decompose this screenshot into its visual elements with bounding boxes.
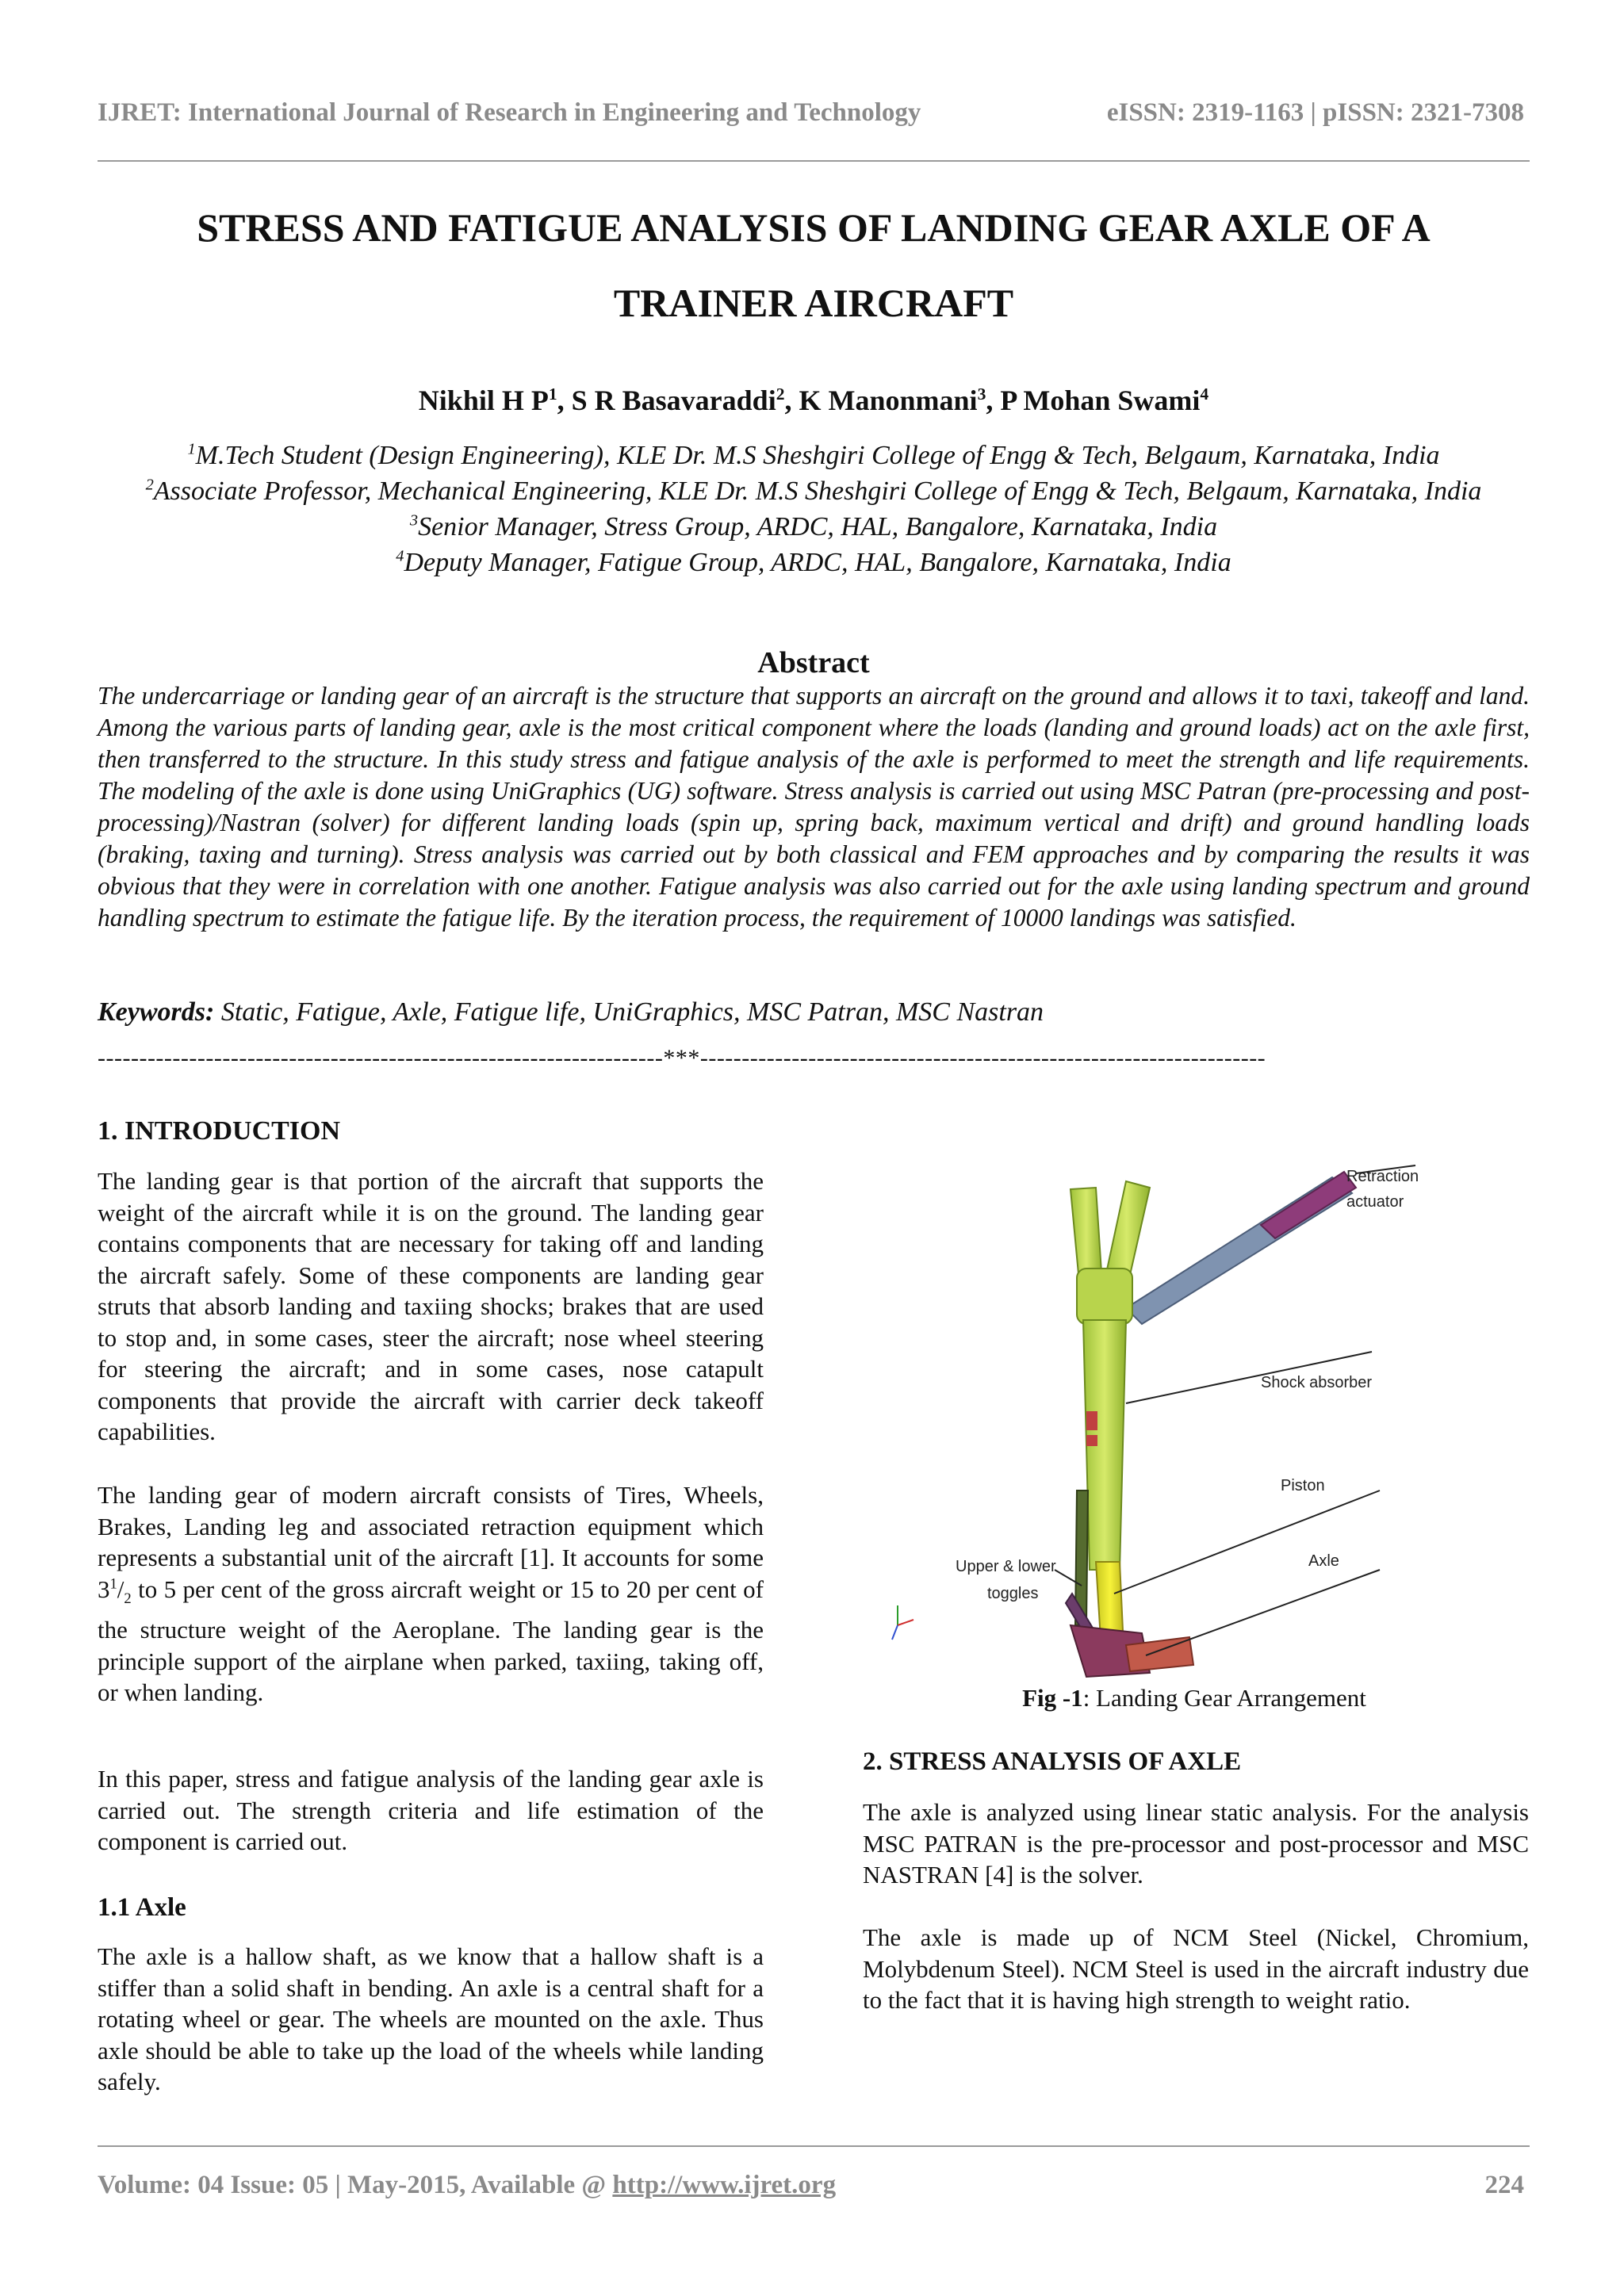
stress-heading: 2. STRESS ANALYSIS OF AXLE (863, 1747, 1242, 1776)
stress-para-2: The axle is made up of NCM Steel (Nickel, Chromium, Molybdenum Steel). NCM Steel is used in the aircraft industry due to the fact that it is having high strength to weight ratio. (863, 1923, 1529, 2014)
caption-text: : Landing Gear Arrangement (1082, 1684, 1366, 1712)
section-separator: --------------------------------------------------------------------***-------------------------------------------------------------------- (98, 1045, 1266, 1071)
footer-text (98, 2171, 836, 2200)
abstract-heading: Abstract (757, 646, 870, 679)
page-number: 224 (1484, 2171, 1524, 2199)
author-sep: , (784, 385, 799, 416)
author-sup: 4 (1200, 385, 1209, 404)
affiliation (87, 509, 1540, 545)
affiliation-text: M.Tech Student (Design Engineering), KLE Dr. M.S Sheshgiri College of Engg & Tech, Belgaum, Karnataka, India (195, 441, 1440, 470)
label-toggles-1: Upper & lower (956, 1558, 1056, 1575)
affiliation-sup: 2 (145, 476, 154, 494)
label-shock-absorber: Shock absorber (1261, 1374, 1373, 1391)
keywords-label: Keywords: (98, 997, 215, 1027)
figure-caption (863, 1684, 1526, 1712)
axle-para: The axle is a hallow shaft, as we know that a hallow shaft is a stiffer than a solid shaft in bending. An axle is a central shaft for a rotating wheel or gear. The wheels are mounted on the axle. Thus axle should be able to take up the load of the wheels while landing safely. (98, 1942, 764, 2095)
footer-prefix: Volume: 04 Issue: 05 | May-2015, Available @ (98, 2171, 613, 2199)
author: K Manonmani (799, 385, 978, 416)
para2-start: The landing gear of modern aircraft consists of Tires, Wheels, Brakes, Landing leg and associated retraction equipment which represents a substantial unit of the aircraft [1]. It accounts for some 3 (98, 1481, 764, 1603)
journal-name: IJRET: International Journal of Research in Engineering and Technology (98, 98, 921, 127)
author-list (98, 384, 1530, 417)
intro-para-2 (98, 1479, 764, 1709)
author: Nikhil H P (418, 385, 549, 416)
affiliation-sup: 4 (396, 547, 404, 565)
label-retraction: Retraction (1346, 1168, 1419, 1185)
title-line-2: TRAINER AIRCRAFT (613, 281, 1014, 325)
author-sup: 3 (977, 385, 986, 404)
keywords-text: Static, Fatigue, Axle, Fatigue life, UniGraphics, MSC Patran, MSC Nastran (220, 997, 1044, 1027)
landing-gear-illustration (888, 1150, 1530, 1689)
affiliation (87, 545, 1540, 580)
author: S R Basavaraddi (571, 385, 776, 416)
affiliation (87, 438, 1540, 473)
paper-title (98, 190, 1530, 341)
fraction-denominator: 2 (124, 1590, 132, 1607)
affiliation-text: Associate Professor, Mechanical Engineering, KLE Dr. M.S Sheshgiri College of Engg & Tech, Belgaum, Karnataka, India (153, 476, 1482, 506)
fraction-numerator: 1 (109, 1575, 117, 1593)
author-sup: 2 (776, 385, 785, 404)
footer-rule (98, 2145, 1530, 2147)
affiliation-sup: 1 (187, 440, 196, 458)
intro-para-1: The landing gear is that portion of the aircraft that supports the weight of the aircraft while it is on the ground. The landing gear contains components that are necessary for taking off and landing the aircraft safely. Some of these components are landing gear struts that absorb landing and taxiing shocks; brakes that are used to stop and, in some cases, steer the aircraft; nose wheel steering for steering the aircraft; and in some cases, nose catapult components that provide the aircraft with carrier deck takeoff capabilities. (98, 1167, 764, 1445)
issn: eISSN: 2319-1163 | pISSN: 2321-7308 (1106, 98, 1524, 127)
label-axle: Axle (1308, 1552, 1339, 1570)
label-piston: Piston (1281, 1477, 1325, 1494)
keywords (98, 997, 1530, 1027)
label-actuator: actuator (1346, 1193, 1404, 1211)
author-sep: , (986, 385, 1001, 416)
journal-link[interactable]: http://www.ijret.org (612, 2171, 837, 2199)
axle-heading: 1.1 Axle (98, 1893, 186, 1922)
affiliations (87, 438, 1540, 580)
fraction-slash: / (117, 1575, 124, 1603)
affiliation-sup: 3 (409, 511, 419, 530)
title-line-1: STRESS AND FATIGUE ANALYSIS OF LANDING GEAR AXLE OF A (197, 205, 1431, 250)
label-toggles-2: toggles (987, 1585, 1039, 1602)
author-sup: 1 (548, 385, 557, 404)
affiliation-text: Senior Manager, Stress Group, ARDC, HAL, Bangalore, Karnataka, India (418, 512, 1218, 541)
axis-triad-icon (892, 1605, 914, 1640)
author: P Mohan Swami (1000, 385, 1201, 416)
header-rule (98, 160, 1530, 162)
abstract-text: The undercarriage or landing gear of an aircraft is the structure that supports an aircraft on the ground and allows it to taxi, takeoff and land. Among the various parts of landing gear, axle is the most critical component where the loads (landing and ground loads) act on the axle first, then transferred to the structure. In this study stress and fatigue analysis of the axle is performed to meet the strength and life requirements. The modeling of the axle is done using UniGraphics (UG) software. Stress analysis is carried out using MSC Patran (pre-processing and post-processing)/Nastran (solver) for different landing loads (spin up, spring back, maximum vertical and drift) and ground handling loads (braking, taxing and turning). Stress analysis was carried out by both classical and FEM approaches and by comparing the results it was obvious that they were in correlation with one another. Fatigue analysis was also carried out for the axle using landing spectrum and ground handling spectrum to estimate the fatigue life. By the iteration process, the requirement of 10000 landings was satisfied. (98, 682, 1530, 932)
affiliation-text: Deputy Manager, Fatigue Group, ARDC, HAL, Bangalore, Karnataka, India (404, 548, 1231, 577)
caption-label: Fig -1 (1022, 1684, 1083, 1712)
author-sep: , (557, 385, 572, 416)
landing-gear-figure (888, 1150, 1530, 1689)
affiliation (87, 473, 1540, 509)
para2-end: to 5 per cent of the gross aircraft weight or 15 to 20 per cent of the structure weight of the Aeroplane. The landing gear is the principle support of the airplane when parked, taxiing, taking off, or when landing. (98, 1575, 764, 1707)
intro-heading: 1. INTRODUCTION (98, 1116, 341, 1146)
intro-para-3: In this paper, stress and fatigue analysis of the landing gear axle is carried out. The strength criteria and life estimation of the component is carried out. (98, 1765, 764, 1855)
stress-para-1: The axle is analyzed using linear static analysis. For the analysis MSC PATRAN is the pre-processor and post-processor and MSC NASTRAN [4] is the solver. (863, 1798, 1529, 1888)
